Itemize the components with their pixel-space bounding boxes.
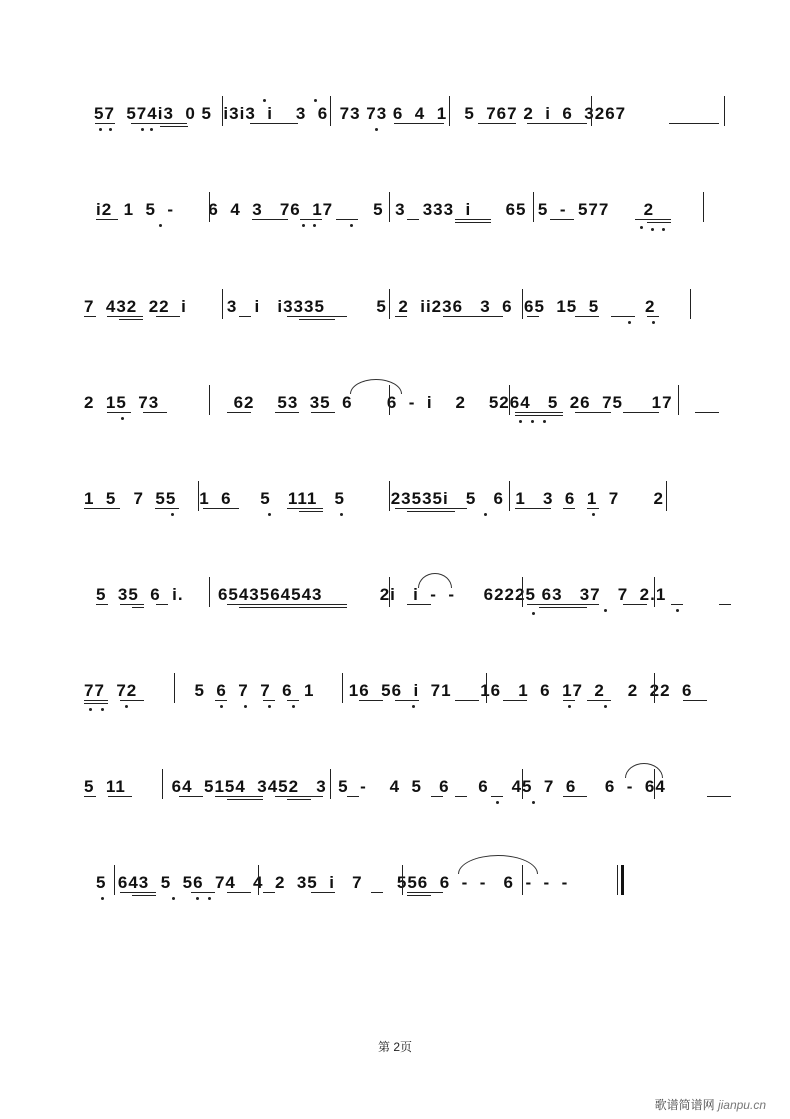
barline — [198, 481, 199, 511]
barline — [389, 385, 390, 415]
barline — [533, 192, 534, 222]
dot — [171, 513, 174, 516]
dot — [568, 705, 571, 708]
underline — [120, 892, 156, 893]
underline — [287, 799, 311, 800]
barline — [330, 769, 331, 799]
underline — [263, 700, 275, 701]
underline — [611, 316, 635, 317]
dot — [302, 224, 305, 227]
underline — [215, 796, 263, 797]
underline — [107, 412, 131, 413]
barline — [330, 96, 331, 126]
barline — [654, 673, 655, 703]
barline — [174, 673, 175, 703]
dot — [159, 224, 162, 227]
underline — [84, 508, 120, 509]
barline — [678, 385, 679, 415]
underline — [539, 607, 587, 608]
score-line-4 — [0, 393, 790, 433]
underline — [227, 412, 251, 413]
underline — [407, 892, 443, 893]
notes-9: 5 643 5 56 74 4 2 35 i 7 556 6 - - 6 - - - — [96, 873, 569, 892]
barline — [222, 96, 223, 126]
underline — [179, 796, 203, 797]
underline — [527, 604, 599, 605]
underline — [239, 607, 347, 608]
underline — [503, 700, 527, 701]
underline — [160, 126, 188, 127]
underline — [300, 219, 322, 220]
underline — [563, 508, 575, 509]
underline — [95, 123, 115, 124]
underline — [120, 604, 144, 605]
barline — [402, 865, 403, 895]
underline — [455, 700, 479, 701]
barline — [389, 192, 390, 222]
underline — [407, 895, 431, 896]
page-number: 第 2页 — [377, 1040, 412, 1054]
underline — [131, 123, 187, 124]
underline — [575, 412, 611, 413]
dot — [532, 612, 535, 615]
underline — [156, 316, 180, 317]
dot — [531, 420, 534, 423]
dot — [99, 128, 102, 131]
underline — [347, 796, 359, 797]
score-line-2 — [0, 200, 790, 240]
barline — [342, 673, 343, 703]
score-line-3 — [0, 297, 790, 337]
dot — [628, 321, 631, 324]
underline — [299, 511, 323, 512]
final-barline — [621, 865, 624, 895]
underline — [215, 700, 227, 701]
dot — [640, 226, 643, 229]
underline — [359, 700, 383, 701]
underline — [311, 892, 335, 893]
barline — [522, 769, 523, 799]
underline — [623, 412, 659, 413]
dot — [604, 705, 607, 708]
dot — [412, 705, 415, 708]
underline — [227, 604, 347, 605]
underline — [455, 219, 491, 220]
dot — [543, 420, 546, 423]
underline — [550, 219, 574, 220]
underline — [719, 604, 731, 605]
slur — [458, 855, 538, 874]
dot — [89, 708, 92, 711]
underline — [287, 700, 299, 701]
notes-8: 5 11 64 5154 3452 3 5 - 4 5 6 6 45 7 6 6 - 64 — [84, 777, 666, 796]
underline — [407, 219, 419, 220]
slur — [625, 763, 663, 778]
dot — [651, 228, 654, 231]
dot — [141, 128, 144, 131]
underline — [156, 604, 168, 605]
dot — [268, 705, 271, 708]
underline — [287, 508, 323, 509]
dot — [109, 128, 112, 131]
barline — [389, 577, 390, 607]
score-line-8 — [0, 777, 790, 817]
score-line-5 — [0, 489, 790, 529]
dot — [196, 897, 199, 900]
dot — [313, 224, 316, 227]
underline — [527, 316, 539, 317]
underline — [407, 604, 431, 605]
watermark-latin: jianpu.cn — [717, 1098, 766, 1112]
underline — [132, 895, 156, 896]
underline — [84, 703, 108, 704]
dot — [263, 99, 266, 102]
notes-1: 57 574i3 0 5 i3i3 i 3 6 73 73 6 4 1 5 767 2 i 6 3267 — [94, 104, 627, 123]
notes-2: i2 1 5 - 6 4 3 76 17 5 3 333 i 65 5 - 577 2 — [96, 200, 655, 219]
barline — [389, 481, 390, 511]
watermark — [655, 1096, 766, 1113]
dot — [676, 609, 679, 612]
underline — [669, 123, 719, 124]
underline — [695, 412, 719, 413]
dot — [350, 224, 353, 227]
dot — [125, 705, 128, 708]
dot — [292, 705, 295, 708]
underline — [527, 123, 587, 124]
underline — [84, 700, 108, 701]
underline — [108, 796, 132, 797]
notes-3: 7 432 22 i 3 i i3335 5 2 ii236 3 6 65 15 5 2 — [84, 297, 656, 316]
dot — [150, 128, 153, 131]
barline — [389, 289, 390, 319]
underline — [455, 222, 491, 223]
underline — [707, 796, 731, 797]
barline — [222, 289, 223, 319]
barline — [209, 577, 210, 607]
underline — [239, 316, 251, 317]
dot — [340, 513, 343, 516]
dot — [314, 99, 317, 102]
score-line-9 — [0, 873, 790, 913]
underline — [394, 123, 444, 124]
slur — [418, 573, 452, 588]
dot — [519, 420, 522, 423]
dot — [121, 417, 124, 420]
dot — [101, 897, 104, 900]
underline — [683, 700, 707, 701]
barline — [114, 865, 115, 895]
dot — [375, 128, 378, 131]
barline — [690, 289, 691, 319]
dot — [496, 801, 499, 804]
dot — [208, 897, 211, 900]
underline — [275, 412, 299, 413]
dot — [604, 609, 607, 612]
underline — [250, 123, 298, 124]
underline — [443, 316, 503, 317]
underline — [395, 700, 419, 701]
dot — [220, 705, 223, 708]
dot — [532, 801, 535, 804]
notes-5: 1 5 7 55 1 6 5 111 5 23535i 5 6 1 3 6 1 7 2 — [84, 489, 664, 508]
underline — [107, 316, 143, 317]
underline — [84, 796, 96, 797]
score-line-1 — [0, 104, 790, 144]
underline — [587, 508, 599, 509]
barline — [703, 192, 704, 222]
underline — [563, 700, 575, 701]
underline — [132, 607, 144, 608]
barline — [724, 96, 725, 126]
underline — [671, 604, 683, 605]
underline — [647, 316, 659, 317]
barline — [449, 96, 450, 126]
underline — [275, 796, 323, 797]
notes-6: 5 35 6 i. 6543564543 2i i - - 62225 63 37 7 2.1 — [96, 585, 667, 604]
underline — [407, 511, 455, 512]
underline — [515, 415, 563, 416]
barline — [209, 192, 210, 222]
watermark-text: 歌谱简谱网 — [654, 1098, 715, 1112]
underline — [635, 219, 671, 220]
underline — [155, 508, 179, 509]
underline — [647, 222, 671, 223]
dot — [652, 321, 655, 324]
underline — [491, 796, 503, 797]
underline — [587, 700, 611, 701]
dot — [244, 705, 247, 708]
underline — [96, 604, 108, 605]
underline — [515, 508, 551, 509]
underline — [455, 796, 467, 797]
barline — [162, 769, 163, 799]
dot — [484, 513, 487, 516]
score-line-7 — [0, 681, 790, 721]
barline — [209, 385, 210, 415]
underline — [371, 892, 383, 893]
dot — [662, 228, 665, 231]
underline — [431, 796, 443, 797]
underline — [395, 316, 407, 317]
underline — [119, 319, 143, 320]
underline — [623, 604, 647, 605]
barline — [591, 96, 592, 126]
dot — [101, 708, 104, 711]
barline — [522, 865, 523, 895]
underline — [563, 796, 587, 797]
slur — [350, 379, 402, 394]
underline — [263, 892, 275, 893]
score-line-6 — [0, 585, 790, 625]
underline — [203, 508, 239, 509]
barline — [617, 865, 618, 895]
barline — [666, 481, 667, 511]
notes-4: 2 15 73 62 53 35 6 6 - i 2 5264 5 26 75 17 — [84, 393, 673, 412]
barline — [522, 289, 523, 319]
barline — [509, 385, 510, 415]
barline — [522, 577, 523, 607]
underline — [120, 700, 144, 701]
underline — [143, 412, 167, 413]
underline — [395, 508, 467, 509]
underline — [515, 412, 563, 413]
dot — [172, 897, 175, 900]
underline — [311, 412, 335, 413]
underline — [478, 123, 516, 124]
underline — [252, 219, 288, 220]
underline — [96, 219, 118, 220]
notes-7: 77 72 5 6 7 7 6 1 16 56 i 71 16 1 6 17 2 2 22 6 — [84, 681, 693, 700]
barline — [258, 865, 259, 895]
barline — [654, 769, 655, 799]
barline — [486, 673, 487, 703]
barline — [509, 481, 510, 511]
underline — [287, 316, 347, 317]
dot — [268, 513, 271, 516]
dot — [592, 513, 595, 516]
underline — [84, 316, 96, 317]
underline — [227, 892, 251, 893]
underline — [191, 892, 215, 893]
underline — [575, 316, 599, 317]
barline — [654, 577, 655, 607]
underline — [227, 799, 263, 800]
underline — [336, 219, 358, 220]
underline — [299, 319, 335, 320]
